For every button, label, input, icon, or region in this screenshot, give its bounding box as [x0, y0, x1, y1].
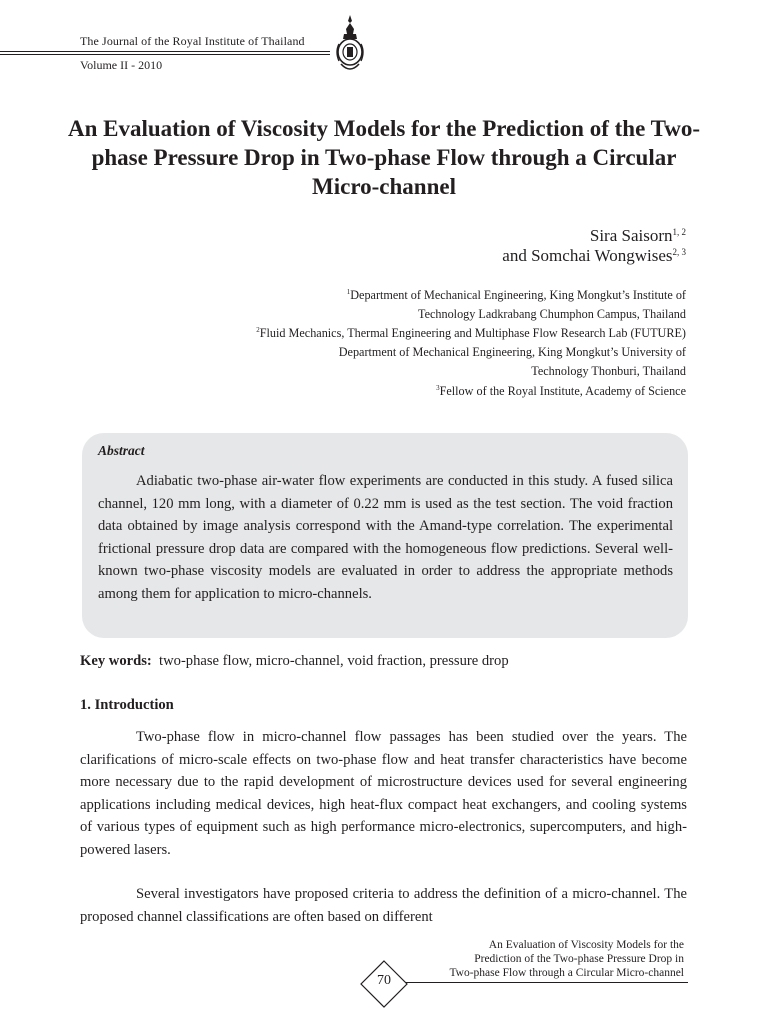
affiliation-line: $^2$Fluid Mechanics, Thermal Engineering and Multiphase Flow Research Lab (FUTURE) [256, 326, 686, 340]
page-number: 70 [377, 973, 391, 988]
affiliation-line: $^3$Fellow of the Royal Institute, Academy of Science [436, 384, 686, 398]
journal-title: The Journal of the Royal Institute of Thailand [80, 34, 305, 48]
body-paragraph: Two-phase flow in micro-channel flow passages has been studied over the years. The clarifications of micro-scale effects on two-phase flow and heat transfer characteristics have become more necessary due to the rapid development of microstructure devices used for several engineering applications including medical devices, high heat-flux compact heat exchangers, and cooling systems of various types of equipment such as high performance micro-electronics, supercomputers, and high-powered lasers. [80, 729, 687, 858]
author: and Somchai Wongwises$^{2, 3}$ [502, 246, 686, 265]
keywords [80, 653, 509, 670]
running-title: An Evaluation of Viscosity Models for the Prediction of the Two-phase Pressure Drop in Two-phase Flow through a Circular Micro-channel [449, 939, 684, 979]
body-paragraph: Several investigators have proposed criteria to address the definition of a micro-channel. The proposed channel classifications are often based on different [80, 886, 687, 925]
section-heading: 1. Introduction [80, 697, 174, 713]
abstract-heading: Abstract [98, 443, 145, 458]
paper-title: An Evaluation of Viscosity Models for the Prediction of the Two-phase Pressure Drop in Two-phase Flow through a Circular Micro-channel [67, 116, 701, 199]
abstract-text: Adiabatic two-phase air-water flow experiments are conducted in this study. A fused silica channel, 120 mm long, with a diameter of 0.22 mm is used as the test section. The void fraction data obtained by image analysis correspond with the Amand-type correlation. The experimental frictional pressure drop data are compared with the homogeneous flow predictions. Several well-known two-phase viscosity models are evaluated in order to address the appropriate methods among them for application to micro-channels. [98, 473, 673, 602]
header-rule [0, 51, 330, 52]
author: Sira Saisorn$^{1, 2}$ [589, 226, 686, 245]
volume-label: Volume II - 2010 [80, 58, 163, 72]
affiliation-line: $^1$Department of Mechanical Engineering, King Mongkut’s Institute of [346, 288, 686, 302]
affiliation-line: Department of Mechanical Engineering, King Mongkut’s University of [338, 345, 686, 359]
royal-institute-emblem-icon [333, 14, 367, 76]
affiliation-line: Technology Ladkrabang Chumphon Campus, Thailand [417, 307, 686, 321]
affiliation-line: Technology Thonburi, Thailand [531, 364, 686, 378]
footer-rule [370, 982, 688, 983]
keywords-label: Key words: [80, 653, 152, 669]
keywords-text: two-phase flow, micro-channel, void fraction, pressure drop [159, 653, 509, 669]
header-rule [0, 54, 330, 55]
